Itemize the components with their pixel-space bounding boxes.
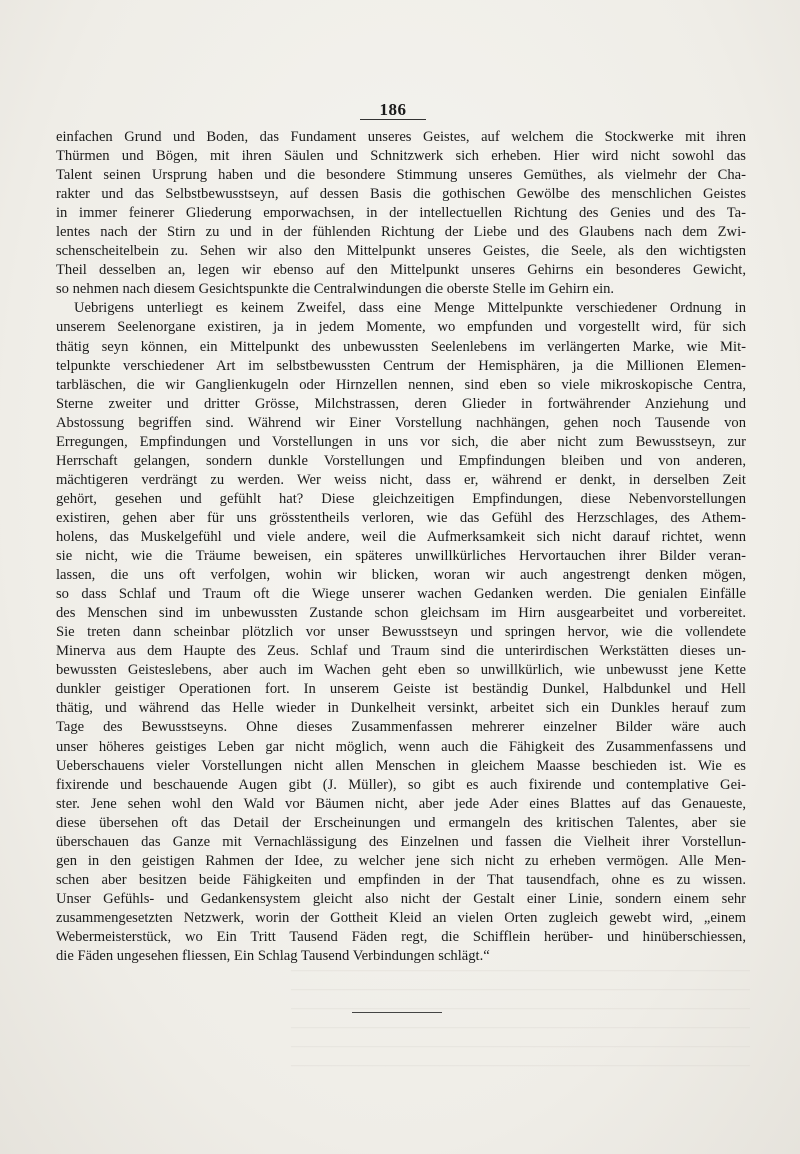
text-line: holens, das Muskelgefühl und viele andere, weil die Aufmerksamkeit sich nicht darauf richtet, wenn [56, 528, 746, 545]
text-line: des Menschen sind im unbewussten Zustande schon gleichsam im Hirn ausgearbeitet und vorbereitet. [56, 605, 746, 622]
text-line: bewussten Geisteslebens, aber auch im Wachen geht eben so unwillkürlich, wie unbewusst jene Kette [56, 662, 746, 679]
text-line: telpunkte verschiedener Art im selbstbewussten Centrum der Hemisphären, ja die Millionen Elemen- [56, 357, 746, 374]
text-line: rakter und das Selbstbewusstseyn, auf dessen Basis die gothischen Gewölbe des menschlichen Geistes [56, 186, 746, 203]
text-line: die Fäden ungesehen fliessen, Ein Schlag Tausend Verbindungen schlägt.“ [56, 948, 490, 965]
text-line: einfachen Grund und Boden, das Fundament unseres Geistes, auf welchem die Stockwerke mit ihren [56, 129, 746, 145]
text-line: Talent seinen Ursprung haben und die besondere Stimmung unseres Gemüthes, als vielmehr der Cha- [56, 167, 746, 184]
text-line: sie nicht, wie die Träume beweisen, ein späteres unwillkürliches Hervortauchen ihrer Bilder veran- [56, 548, 746, 565]
text-line: Erregungen, Empfindungen und Vorstellungen in uns vor sich, die aber nicht zum Bewusstseyn, zur [56, 433, 746, 450]
text-line: Sterne zweiter und dritter Grösse, Milchstrassen, deren Glieder in fortwährender Anziehung und [56, 395, 746, 412]
text-line: Thürmen und Bögen, mit ihren Säulen und Schnitzwerk sich erheben. Hier wird nicht sowohl das [56, 148, 746, 165]
text-line: gehört, gesehen und gefühlt hat? Diese gleichzeitigen Empfindungen, diese Nebenvorstellungen [56, 490, 746, 507]
text-line: Minerva aus dem Haupte des Zeus. Schlaf und Traum sind die unterirdischen Werkstätten dieses un- [56, 643, 746, 660]
text-line: Herrschaft gelangen, sondern dunkle Vorstellungen und Empfindungen bleiben und von anderen, [56, 452, 746, 469]
page-number: 186 [379, 100, 407, 119]
text-line: schen aber besitzen beide Fähigkeiten und empfinden in der That tausendfach, ohne es zu wissen. [56, 871, 746, 888]
text-line: unser höheres geistiges Leben gar nicht möglich, wenn auch die Fähigkeit des Zusammenfassens und [56, 738, 746, 755]
text-line: gen in den geistigen Rahmen der Idee, zu welcher jene sich nicht zu erheben vermögen. Alle Men- [56, 852, 746, 869]
text-line: in immer feinerer Gliederung emporwachsen, in der intellectuellen Richtung des Genies und des Ta- [56, 205, 746, 222]
text-line: überschauen das Ganze mit Vernachlässigung des Einzelnen und fassen die Vielheit ihrer Vorstellun- [56, 833, 746, 850]
text-line: schenscheitelbein zu. Sehen wir also den Mittelpunkt unseres Geistes, die Seele, als den wichtigsten [56, 243, 746, 260]
text-line: thätig seyn können, ein Mittelpunkt des unbewussten Seelenlebens im verlängerten Marke, wie Mit- [56, 338, 746, 355]
text-line: lassen, die uns oft verfolgen, wohin wir blicken, woran wir auch angestrengt denken mögen, [56, 567, 746, 584]
text-line: ster. Jene sehen wohl den Wald vor Bäumen nicht, aber jede Ader eines Blattes auf das Genaueste, [56, 795, 746, 812]
text-line: tarbläschen, die wir Ganglienkugeln oder Hirnzellen nennen, sind eben so viele mikroskopische Centra, [56, 376, 746, 393]
text-line: existiren, gehen aber für uns grösstentheils verloren, wie das Gefühl des Herzschlages, des Athem- [56, 509, 746, 526]
text-line: diese übersehen oft das Detail der Erscheinungen und ermangeln des kritischen Talentes, aber sie [56, 814, 746, 831]
show-through-texture: —————————————————————————————————— —————————————————————————————————— —————————————————————————————————— —————————————————————————————————— —————————————————————————————————— —————————————————————————————————— [291, 962, 750, 1072]
page-number-rule [360, 119, 426, 120]
text-line: Webermeisterstück, wo Ein Tritt Tausend Fäden regt, die Schifflein herüber- und hinüberschiessen, [56, 928, 746, 945]
text-line: fixirende und beschauende Augen gibt (J. Müller), so gibt es auch fixirende und contemplative Gei- [56, 776, 746, 793]
text-line: Theil desselben an, legen wir ebenso auf den Mittelpunkt unseres Gehirns ein besonderes Gewicht, [56, 262, 746, 279]
text-line: so nehmen nach diesem Gesichtspunkte die Centralwindungen die oberste Stelle im Gehirn ein. [56, 281, 615, 298]
text-line: lentes nach der Stirn zu und in der fühlenden Richtung der Liebe und des Glaubens nach dem Zwi- [56, 224, 746, 241]
text-line: so dass Schlaf und Traum oft die Wiege unserer wachen Gedanken werden. Die genialen Einfälle [56, 586, 746, 603]
text-line: zusammengesetzten Netzwerk, worin der Gottheit Kleid an vielen Orten zugleich gewebt wird, „einem [56, 909, 746, 926]
text-line: Uebrigens unterliegt es keinem Zweifel, dass eine Menge Mittelpunkte verschiedener Ordnung in [74, 300, 746, 317]
text-line: Abstossung begriffen sind. Während wir Einer Vorstellung nachhängen, gehen noch Tausende von [56, 414, 746, 431]
section-end-rule [352, 1012, 442, 1013]
text-line: Ueberschauens vieler Vorstellungen nicht allen Menschen in gleichem Maasse beschieden ist. Wie es [56, 757, 746, 774]
text-line: mächtigeren verdrängt zu werden. Wer weiss nicht, dass er, während er denkt, in derselben Zeit [56, 471, 746, 488]
text-line: Unser Gefühls- und Gedankensystem gleicht also nicht der Gestalt einer Linie, sondern einem sehr [56, 890, 746, 907]
body-text [56, 128, 746, 966]
text-line: dunkler geistiger Operationen fort. In unserem Geiste ist beständig Dunkel, Halbdunkel und Hell [56, 681, 746, 698]
text-line: thätig, und während das Helle wieder in Dunkelheit versinkt, arbeitet sich ein Dunkles herauf zum [56, 700, 746, 717]
text-line: Tage des Bewusstseyns. Ohne dieses Zusammenfassen mehrerer einzelner Bilder wäre auch [56, 719, 746, 736]
text-line: Sie treten dann scheinbar plötzlich vor unser Bewusstseyn und springen hervor, wie die vollendete [56, 624, 746, 641]
text-line: unserem Seelenorgane existiren, ja in jedem Momente, wo empfunden und vorgestellt wird, für sich [56, 319, 746, 336]
